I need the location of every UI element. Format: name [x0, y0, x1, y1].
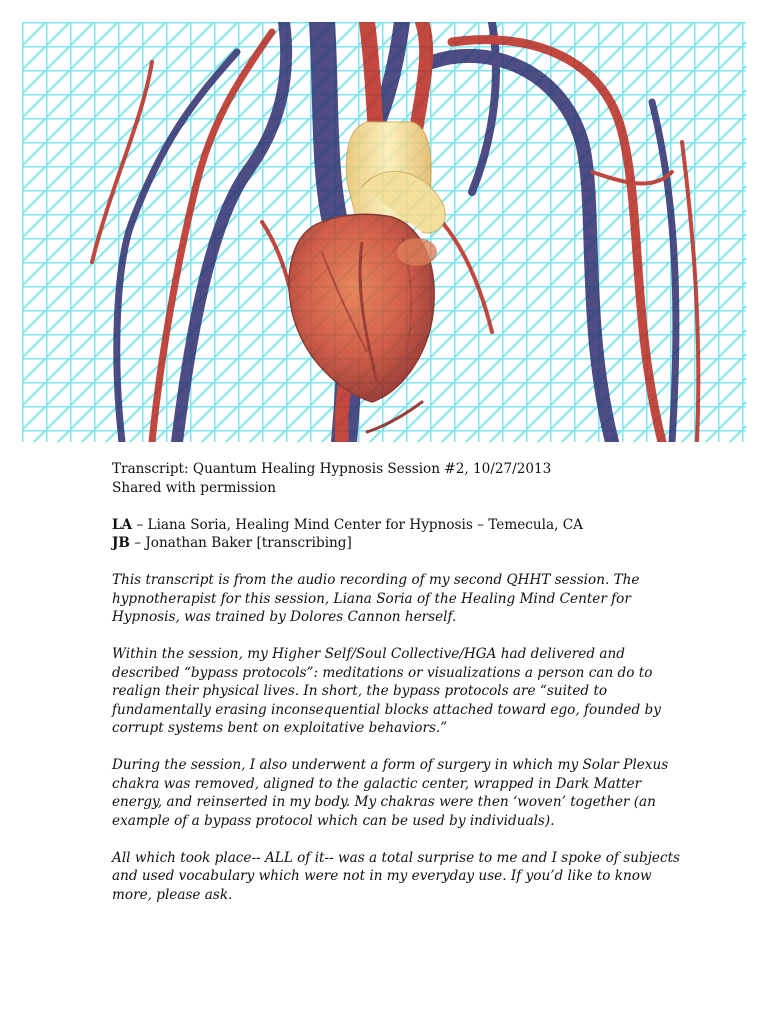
participants-block [112, 516, 682, 553]
participant-code: JB [112, 535, 130, 551]
document-subtitle: Shared with permission [112, 479, 276, 496]
participant-code: LA [112, 516, 133, 533]
paragraph: This transcript is from the audio recording of my second QHHT session. The hypnotherapist for this session, Liana Soria of the Healing Mind Center for Hypnosis, was trained by Dolores Cannon herself. [112, 572, 640, 625]
heart-illustration [22, 22, 746, 442]
paragraph: During the session, I also underwent a form of surgery in which my Solar Plexus chakra was removed, aligned to the galactic center, wrapped in Dark Matter energy, and reinserted in my body. My chakras were then ‘woven’ together (an example of a bypass protocol which can be used by individuals). [112, 757, 669, 829]
title-block [112, 460, 682, 497]
anatomical-heart-icon [22, 22, 746, 442]
participant-description: – Liana Soria, Healing Mind Center for Hypnosis – Temecula, CA [132, 516, 583, 533]
paragraph: Within the session, my Higher Self/Soul Collective/HGA had delivered and described “bypass protocols”: meditations or visualizations a person can do to realign their physical lives. In short, the bypass protocols are “suited to fundamentally erasing inconsequential blocks attached toward ego, founded by corrupt systems bent on exploitative behaviors.” [112, 646, 661, 736]
paragraph: All which took place-- ALL of it-- was a total surprise to me and I spoke of subjects and used vocabulary which were not in my everyday use. If you’d like to know more, please ask. [112, 849, 681, 903]
transcript-document [112, 460, 682, 923]
document-title: Transcript: Quantum Healing Hypnosis Session #2, 10/27/2013 [112, 461, 552, 477]
participant-description: – Jonathan Baker [transcribing] [129, 535, 352, 551]
